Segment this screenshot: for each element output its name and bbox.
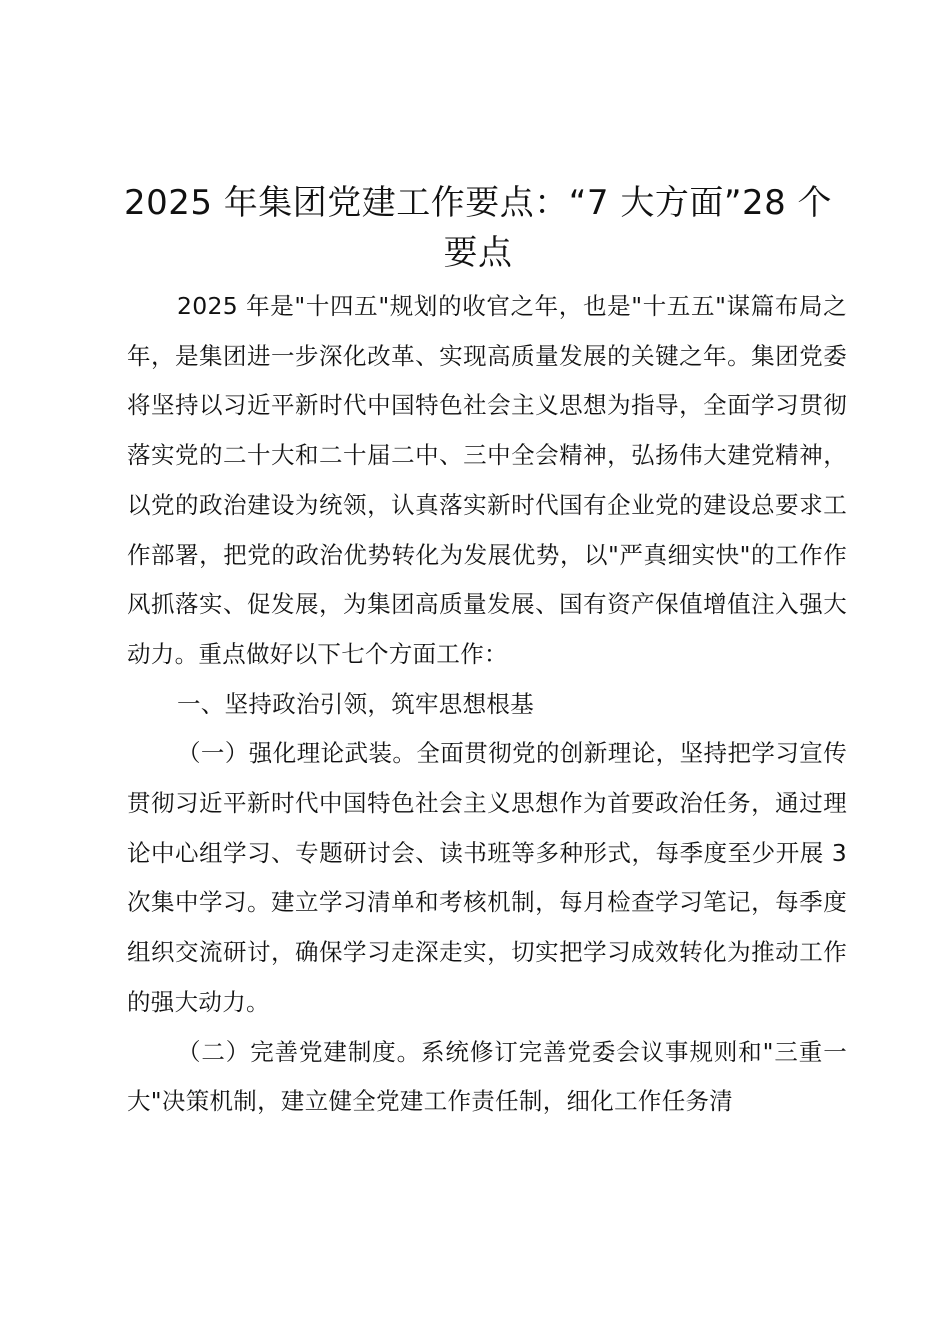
document-body — [127, 282, 847, 1127]
item-paragraph-1: （一）强化理论武装。全面贯彻党的创新理论，坚持把学习宣传贯彻习近平新时代中国特色社会主义思想作为首要政治任务，通过理论中心组学习、专题研讨会、读书班等多种形式，每季度至少开展 3 次集中学习。建立学习清单和考核机制，每月检查学习笔记，每季度组织交流研讨，确保学习走深走实，切实把学习成效转化为推动工作的强大动力。 — [127, 739, 847, 1016]
item-paragraph-2: （二）完善党建制度。系统修订完善党委会议事规则和"三重一大"决策机制，建立健全党建工作责任制，细化工作任务清 — [127, 1037, 847, 1116]
intro-paragraph: 2025 年是"十四五"规划的收官之年，也是"十五五"谋篇布局之年，是集团进一步深化改革、实现高质量发展的关键之年。集团党委将坚持以习近平新时代中国特色社会主义思想为指导，全面学习贯彻落实党的二十大和二十届二中、三中全会精神，弘扬伟大建党精神，以党的政治建设为统领，认真落实新时代国有企业党的建设总要求工作部署，把党的政治优势转化为发展优势，以"严真细实快"的工作作风抓落实、促发展，为集团高质量发展、国有资产保值增值注入强大动力。重点做好以下七个方面工作： — [127, 292, 847, 668]
document-title: 2025 年集团党建工作要点：“7 大方面”28 个要点 — [123, 183, 833, 273]
section-heading: 一、坚持政治引领，筑牢思想根基 — [177, 689, 534, 718]
